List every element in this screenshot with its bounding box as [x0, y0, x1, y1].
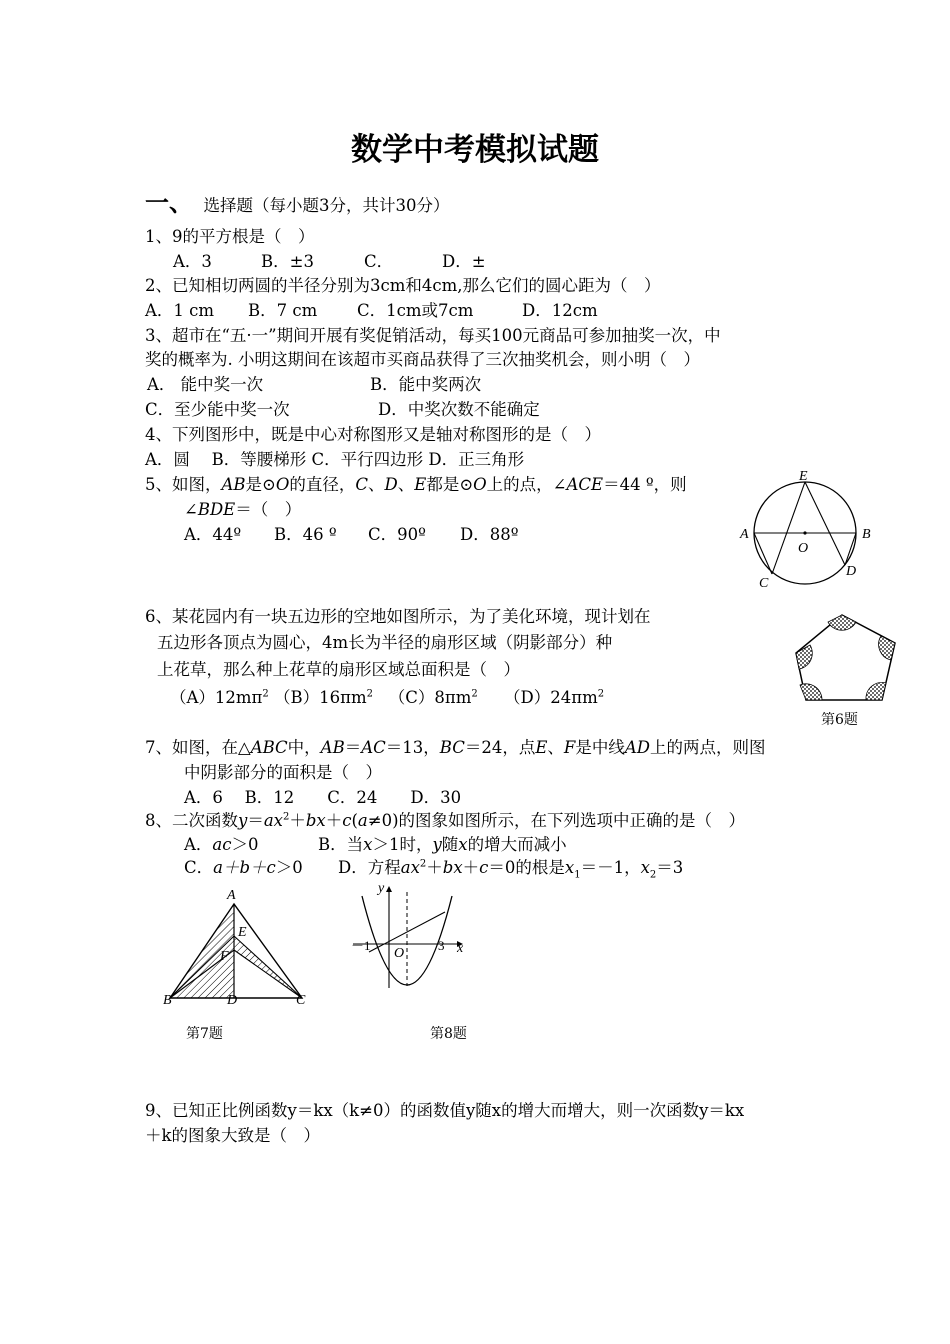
q5-d: D: [384, 475, 398, 494]
q8-sub: 2: [649, 869, 657, 881]
q8-option-b: [318, 834, 567, 856]
q5-o: O: [473, 475, 487, 494]
q7-text: 、: [547, 738, 564, 757]
q5-text: 、: [397, 475, 415, 494]
q4-stem: 4、下列图形中，既是中心对称图形又是轴对称图形的是（ ）: [145, 425, 601, 444]
q7-f: F: [563, 738, 576, 757]
segment-ce: [234, 936, 302, 998]
q6-line2: 五边形各顶点为圆心，4m长为半径的扇形区域（阴影部分）种: [157, 633, 613, 652]
sector-bottom-left: [800, 684, 822, 700]
q5-option-a: A．44º: [184, 525, 242, 544]
q8-var: c: [479, 858, 489, 877]
q6-line3: 上花草，那么种上花草的扇形区域总面积是（ ）: [157, 660, 520, 679]
q5-text: 5、如图，: [145, 475, 222, 494]
q8-text: A．: [184, 835, 213, 854]
q8-text: ＝－1，: [580, 858, 641, 877]
label-o: O: [798, 541, 809, 556]
label-a: A: [227, 888, 236, 903]
label-neg1: －1: [351, 938, 371, 953]
q3-option-a: A． 能中奖一次: [147, 375, 264, 394]
q8-text: ＞0: [231, 835, 259, 854]
label-d: D: [227, 993, 238, 1008]
q1-option-a: A．3: [173, 252, 212, 271]
q8-var: b: [305, 811, 317, 830]
chord-ec: [772, 482, 805, 574]
q2-option-b: B．7 cm: [248, 301, 318, 320]
q8-text: ＞0: [275, 858, 303, 877]
q7-options: A．6 B．12 C．24 D．30: [184, 788, 462, 807]
q8-var: x: [564, 858, 575, 877]
q7-ab: AB: [320, 738, 345, 757]
section-1-heading: [145, 188, 450, 217]
q8-var: a＋b＋c: [213, 858, 276, 877]
q8-var: c: [342, 811, 352, 830]
q6-caption: 第6题: [821, 712, 858, 728]
section-number: 一、: [145, 188, 193, 217]
q7-text: ＝: [344, 738, 362, 757]
q5-text: 上的点，∠: [486, 475, 567, 494]
q8-parabola-figure: [345, 878, 480, 993]
q7-text: 中，: [287, 738, 321, 757]
q5-line1: [145, 474, 687, 496]
q6-option-a: （A）12mπ: [170, 688, 263, 707]
label-b: B: [163, 993, 172, 1008]
q8-var: x: [363, 835, 373, 854]
q3-line2: 奖的概率为. 小明这期间在该超市买商品获得了三次抽奖机会，则小明（ ）: [145, 350, 700, 369]
q8-option-c: [184, 857, 303, 879]
q7-text: 7、如图，在△: [145, 738, 251, 757]
q6-option-b: （B）16πm: [274, 688, 367, 707]
q2-stem: 2、已知相切两圆的半径分别为3cm和4cm,那么它们的圆心距为（ ）: [145, 276, 661, 295]
sector-top: [828, 615, 856, 630]
q8-option-a: [184, 834, 259, 856]
q7-text: 是中线: [575, 738, 625, 757]
q3-line1: 3、超市在“五·一”期间开展有奖促销活动，每买100元商品可参加抽奖一次，中: [145, 326, 721, 345]
page-title: 数学中考模拟试题: [351, 132, 599, 168]
q8-sup: 2: [282, 811, 290, 823]
q2-option-c: C．1cm或7cm: [357, 301, 474, 320]
q8-var: y: [238, 811, 248, 830]
q8-var: bx: [442, 858, 463, 877]
q5-text: 是⊙: [245, 475, 276, 494]
q5-bde: BDE: [197, 500, 236, 519]
q5-option-c: C．90º: [368, 525, 426, 544]
label-d: D: [846, 564, 857, 579]
q7-text: 上的两点，则图: [649, 738, 766, 757]
q8-var: a: [263, 811, 274, 830]
q7-ad: AD: [624, 738, 650, 757]
q8-text: 的增大而减小: [467, 835, 567, 854]
q8-text: ＋: [289, 811, 306, 830]
q8-text: ＝3: [656, 858, 684, 877]
q8-text: D．方程: [338, 858, 401, 877]
q8-stem: [145, 810, 745, 832]
q3-option-b: B．能中奖两次: [370, 375, 482, 394]
section-text: 选择题（每小题3分，共计30分）: [203, 196, 450, 215]
label-origin: O: [394, 946, 405, 961]
q8-sub: 1: [574, 869, 581, 881]
q8-text: 随: [441, 835, 459, 854]
q8-text: ＋: [462, 858, 480, 877]
center-point: [803, 531, 806, 534]
label-e: E: [238, 925, 247, 940]
q8-var: y: [432, 835, 442, 854]
line: [369, 912, 445, 952]
q6-sup: 2: [262, 688, 269, 700]
q5-text: 、: [368, 475, 385, 494]
q8-text: ＝: [247, 811, 264, 830]
q1-option-c: C．: [364, 252, 394, 271]
q9-line1: 9、已知正比例函数y＝kx（k≠0）的函数值y随x的增大而增大，则一次函数y＝kx: [145, 1101, 745, 1120]
chord-bd: [845, 533, 856, 565]
q6-line1: 6、某花园内有一块五边形的空地如图所示，为了美化环境，现计划在: [145, 607, 651, 626]
q8-caption: 第8题: [430, 1026, 467, 1042]
q3-option-d: D．中奖次数不能确定: [378, 400, 540, 419]
q6-pentagon-figure: [790, 610, 905, 710]
q5-text: ∠: [184, 500, 198, 519]
q6-sup: 2: [597, 688, 605, 700]
q5-o: O: [275, 475, 290, 494]
chord-ac: [754, 533, 772, 574]
q4-options: A．圆 B．等腰梯形 C．平行四边形 D．正三角形: [145, 450, 525, 469]
q8-text: ＝0的根是: [488, 858, 565, 877]
q7-abc: ABC: [250, 738, 288, 757]
q8-text: (: [351, 811, 358, 830]
q5-ace: ACE: [566, 475, 604, 494]
q7-ac: AC: [361, 738, 386, 757]
q8-text: ＋: [325, 811, 343, 830]
q3-option-c: C．至少能中奖一次: [145, 400, 290, 419]
q1-stem: 1、9的平方根是（ ）: [145, 227, 315, 246]
q7-text: ＝13，: [385, 738, 440, 757]
q8-var: x: [458, 835, 468, 854]
q7-line2: 中阴影部分的面积是（ ）: [184, 763, 382, 782]
q7-text: ＝24，点: [464, 738, 536, 757]
q6-option-d: （D）24πm: [504, 688, 598, 707]
q5-text: ＝（ ）: [235, 500, 302, 519]
label-a: A: [740, 527, 749, 542]
q8-text: C．: [184, 858, 214, 877]
q8-text: B．当: [318, 835, 364, 854]
q5-e: E: [414, 475, 427, 494]
q5-line2: [184, 499, 301, 521]
q5-c: C: [355, 475, 369, 494]
q6-sup: 2: [366, 688, 374, 700]
sector-bottom-right: [866, 682, 886, 700]
q8-text: ): [392, 811, 399, 830]
q5-text: 的直径，: [289, 475, 356, 494]
q8-var: x: [640, 858, 650, 877]
q9-line2: ＋k的图象大致是（ ）: [145, 1126, 320, 1145]
q1-option-b: B．±3: [261, 252, 314, 271]
q7-line1: [145, 737, 765, 759]
label-b: B: [862, 527, 871, 542]
label-c: C: [759, 576, 769, 591]
q8-option-d: [338, 857, 683, 879]
q8-text: ＞1时，: [372, 835, 433, 854]
q6-options: [170, 687, 604, 709]
q8-text: 8、二次函数: [145, 811, 238, 830]
q6-option-c: （C）8πm: [388, 688, 472, 707]
sector-left: [796, 645, 812, 669]
q5-option-d: D．88º: [460, 525, 519, 544]
q8-text: ＋: [426, 858, 443, 877]
q5-text: 都是⊙: [426, 475, 474, 494]
q2-option-a: A．1 cm: [145, 301, 215, 320]
segment-cf: [234, 950, 302, 998]
q5-option-b: B．46 º: [274, 525, 337, 544]
q8-sup: 2: [419, 858, 427, 870]
q8-var: x: [316, 811, 326, 830]
q7-caption: 第7题: [186, 1026, 223, 1042]
q1-option-d: D．±: [442, 252, 486, 271]
q7-bc: BC: [439, 738, 465, 757]
q8-var: a: [357, 811, 368, 830]
q6-sup: 2: [471, 688, 478, 700]
q2-option-d: D．12cm: [522, 301, 598, 320]
q8-var: x: [273, 811, 283, 830]
q7-e: E: [535, 738, 548, 757]
label-c: C: [296, 993, 306, 1008]
label-e: E: [799, 469, 808, 484]
q5-circle-figure: [735, 465, 880, 595]
q7-triangle-figure: [160, 880, 320, 1010]
q8-text: ≠0: [367, 811, 393, 830]
q8-var: ac: [212, 835, 232, 854]
label-x: x: [457, 941, 464, 956]
label-3: 3: [438, 938, 445, 953]
q5-ab: AB: [221, 475, 246, 494]
y-axis-arrow: [386, 886, 392, 892]
label-y: y: [378, 881, 385, 896]
q8-var: ax: [400, 858, 420, 877]
q8-text: 的图象如图所示，在下列选项中正确的是（ ）: [398, 811, 746, 830]
label-f: F: [220, 949, 229, 964]
q5-text: ＝44 º，则: [603, 475, 687, 494]
